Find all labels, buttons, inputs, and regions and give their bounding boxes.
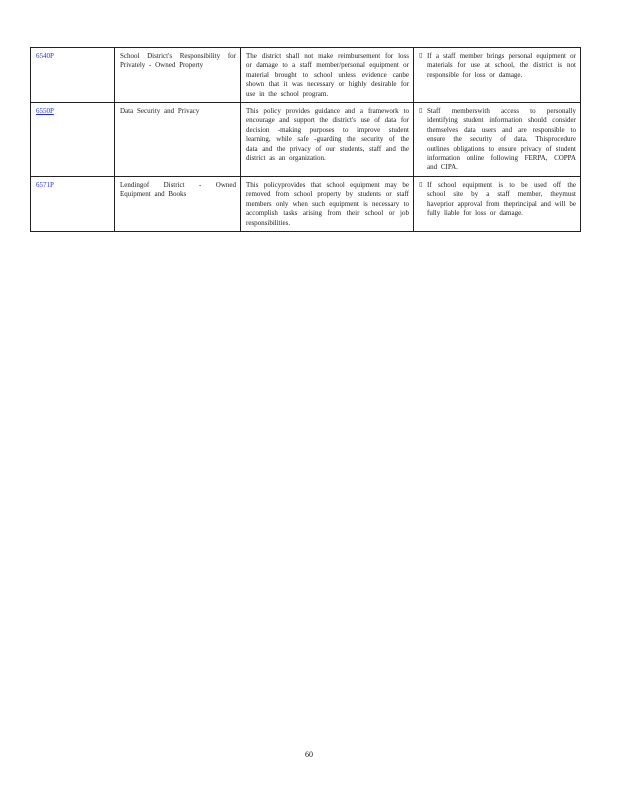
policy-description-cell: This policyprovides that school equipment may be removed from school property by students or staff members only when such equipment is necessary to accomplish tasks arising from their school or job responsibilities. xyxy=(241,176,414,231)
policy-code-cell xyxy=(31,103,115,177)
policy-note-text: Staff memberswith access to personally identifying student information should consider themselves data users and are responsible to ensure the security of data. Thisprocedure outlines obligations to ensure privacy of student information online following FERPA, COPPA and CIPA. xyxy=(427,107,576,172)
policy-note-cell xyxy=(414,103,581,177)
policy-title-cell: Data Security and Privacy xyxy=(115,103,241,177)
policy-note-text: If a staff member brings personal equipment or materials for use at school, the district is not responsible for loss or damage. xyxy=(427,52,576,79)
checkbox-bullet-icon: ▯ xyxy=(419,108,423,115)
policy-code-link[interactable]: 6571P xyxy=(36,180,54,189)
policy-code-link[interactable]: 6550P xyxy=(36,107,54,116)
policy-table xyxy=(30,47,581,232)
policy-title-cell: School District's Responsibility for Privately - Owned Property xyxy=(115,48,241,103)
policy-note-cell xyxy=(414,48,581,103)
checkbox-bullet-icon: ▯ xyxy=(419,181,423,188)
policy-title-cell: Lendingof District - Owned Equipment and Books xyxy=(115,176,241,231)
policy-code-link[interactable]: 6540P xyxy=(36,52,54,60)
policy-description-cell: This policy provides guidance and a framework to encourage and support the district's use of data for decision -making purposes to improve student learning, while safe -guarding the security of the data and the privacy of our students, staff and the district as an organization. xyxy=(241,103,414,177)
policy-description-cell: The district shall not make reimbursement for loss or damage to a staff member/personal equipment or material brought to school unless evidence canbe shown that it was necessary or highly desirable for use in the school program. xyxy=(241,48,414,103)
policy-code-cell xyxy=(31,48,115,103)
policy-note-text: If school equipment is to be used off the school site by a staff member, theymust haveprior approval from theprincipal and will be fully liable for loss or damage. xyxy=(427,180,576,218)
table-row xyxy=(31,103,581,177)
table-row xyxy=(31,176,581,231)
policy-code-cell xyxy=(31,176,115,231)
page-number: 60 xyxy=(305,750,313,759)
checkbox-bullet-icon: ▯ xyxy=(419,53,423,59)
policy-note-cell xyxy=(414,176,581,231)
table-row xyxy=(31,48,581,103)
